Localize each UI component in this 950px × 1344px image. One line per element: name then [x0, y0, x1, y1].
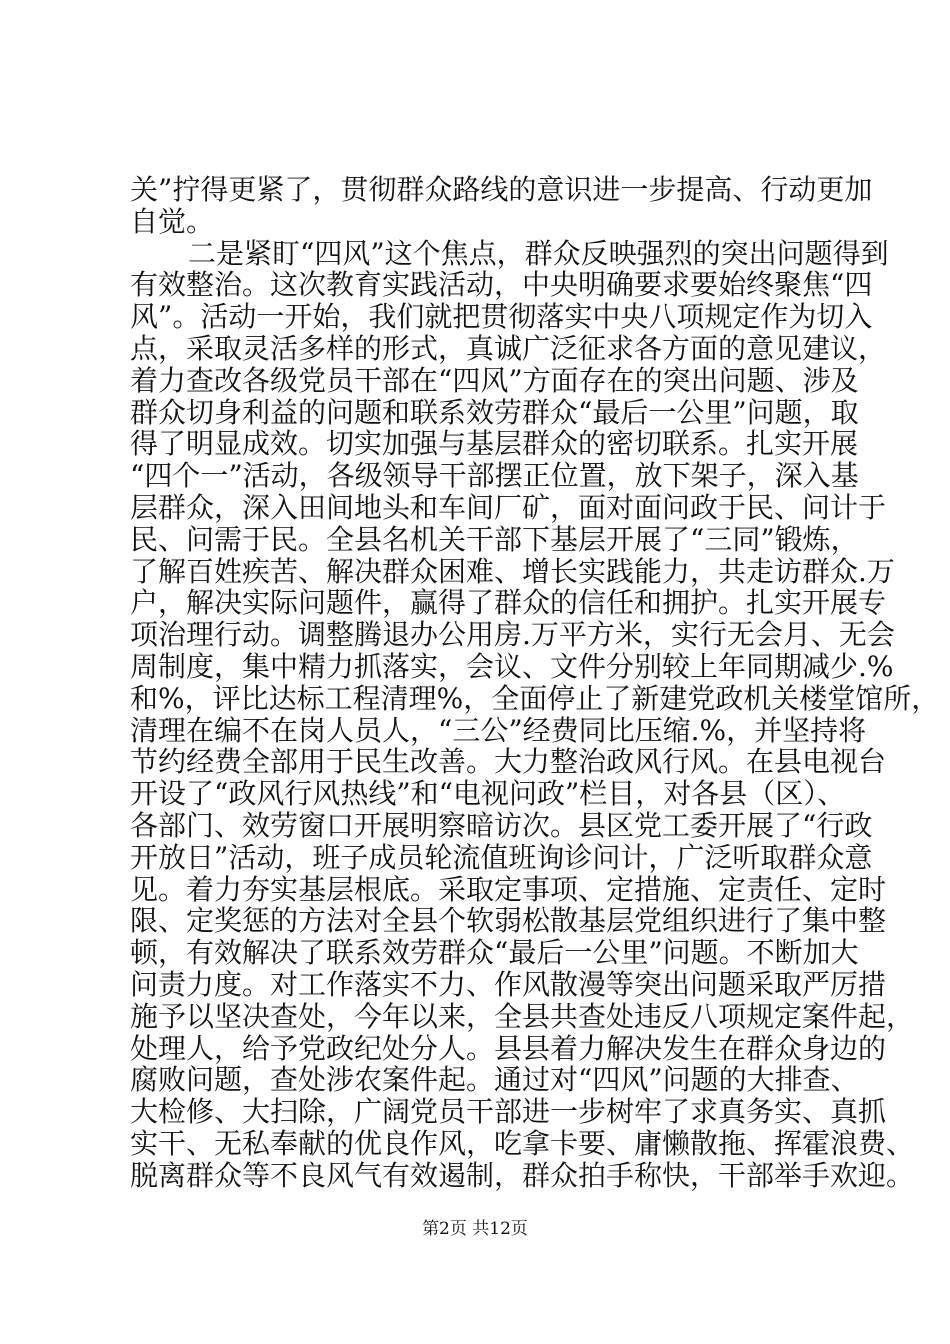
text-line: 问责力度。对工作落实不力、作风散漫等突出问题采取严厉措 — [130, 967, 887, 1001]
text-line: “四个一”活动，各级领导干部摆正位置，放下架子，深入基 — [130, 459, 859, 493]
text-line: 民、问需于民。全县名机关干部下基层开展了“三同”锻炼， — [130, 522, 859, 556]
text-line: 群众切身利益的问题和联系效劳群众“最后一公里”问题，取 — [130, 395, 859, 429]
text-line: 见。着力夯实基层根底。采取定事项、定措施、定责任、定时 — [130, 872, 887, 906]
text-line: 了解百姓疾苦、解决群众困难、增长实践能力，共走访群众.万 — [130, 554, 895, 588]
text-line: 顿，有效解决了联系效劳群众“最后一公里”问题。不断加大 — [130, 936, 859, 970]
page-footer: 第2页 共12页 — [422, 1219, 528, 1239]
text-line: 各部门、效劳窗口开展明察暗访次。县区党工委开展了“行政 — [130, 808, 873, 842]
text-line: 项治理行动。调整腾退办公用房.万平方米，实行无会月、无会 — [130, 618, 895, 652]
text-line: 施予以坚决查处，今年以来，全县共查处违反八项规定案件起， — [130, 999, 915, 1033]
text-line: 户，解决实际问题件，赢得了群众的信任和拥护。扎实开展专 — [130, 586, 887, 620]
text-line: 清理在编不在岗人员人，“三公”经费同比压缩.%，并坚持将 — [130, 713, 867, 747]
text-line: 周制度，集中精力抓落实，会议、文件分别较上年同期减少.% — [130, 649, 894, 683]
text-line: 着力查改各级党员干部在“四风”方面存在的突出问题、涉及 — [130, 363, 859, 397]
text-line: 二是紧盯“四风”这个焦点，群众反映强烈的突出问题得到 — [188, 236, 889, 270]
text-line: 有效整治。这次教育实践活动，中央明确要求要始终聚焦“四 — [130, 268, 873, 302]
body-text — [130, 173, 940, 1192]
text-line: 得了明显成效。切实加强与基层群众的密切联系。扎实开展 — [130, 427, 859, 461]
text-line: 脱离群众等不良风气有效遏制，群众拍手称快，干部举手欢迎。 — [130, 1158, 915, 1192]
text-line: 大检修、大扫除，广阔党员干部进一步树牢了求真务实、真抓 — [130, 1095, 887, 1129]
text-line: 开设了“政风行风热线”和“电视问政”栏目，对各县（区）、 — [130, 777, 846, 811]
text-line: 关”拧得更紧了，贯彻群众路线的意识进一步提高、行动更加 — [130, 173, 873, 206]
text-line: 实干、无私奉献的优良作风，吃拿卡要、庸懒散拖、挥霍浪费、 — [130, 1126, 915, 1160]
text-line: 节约经费全部用于民生改善。大力整治政风行风。在县电视台 — [130, 745, 887, 779]
text-line: 点，采取灵活多样的形式，真诚广泛征求各方面的意见建议， — [130, 331, 887, 365]
text-line: 腐败问题，查处涉农案件起。通过对“四风”问题的大排查、 — [130, 1063, 859, 1097]
text-line: 处理人，给予党政纪处分人。县县着力解决发生在群众身边的 — [130, 1031, 887, 1065]
text-line: 开放日”活动，班子成员轮流值班询诊问计，广泛听取群众意 — [130, 840, 873, 874]
text-line: 自觉。 — [130, 204, 215, 238]
text-line: 风”。活动一开始，我们就把贯彻落实中央八项规定作为切入 — [130, 300, 873, 334]
text-line: 和%，评比达标工程清理%，全面停止了新建党政机关楼堂馆所， — [130, 681, 940, 715]
text-line: 层群众，深入田间地头和车间厂矿，面对面问政于民、问计于 — [130, 490, 887, 524]
text-line: 限、定奖惩的方法对全县个软弱松散基层党组织进行了集中整 — [130, 904, 887, 938]
